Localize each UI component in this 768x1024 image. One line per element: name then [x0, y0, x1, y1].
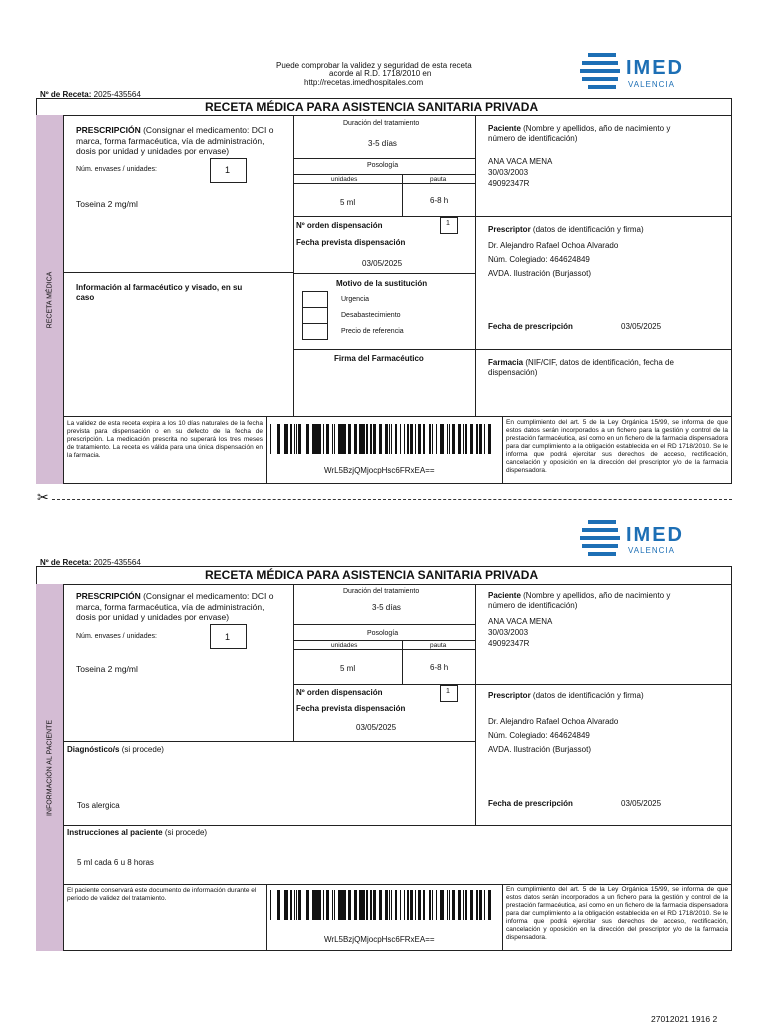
paciente-desc-b: número de identificación)	[488, 601, 578, 610]
diagnostico-block	[67, 745, 164, 755]
prescripcion-desc-a: (Consignar el medicamento: DCI o	[143, 125, 274, 135]
prescriptor-label: Prescriptor	[488, 225, 531, 234]
fecha-prescripcion-value: 03/05/2025	[621, 799, 662, 808]
medicamento: Toseina 2 mg/ml	[76, 664, 138, 674]
fecha-dispensacion-value: 03/05/2025	[356, 723, 397, 732]
barcode-text-bottom: WrL5BzjQMjocpHsc6FRxEA==	[324, 935, 435, 944]
paciente-block	[488, 124, 726, 144]
fecha-dispensacion-label: Fecha prevista dispensación	[296, 704, 406, 713]
motivo-label: Motivo de la sustitución	[336, 279, 428, 288]
pauta-value: 6-8 h	[430, 196, 449, 205]
cut-line	[52, 499, 732, 500]
paciente-desc-a: (Nombre y apellidos, año de nacimiento y	[523, 124, 671, 133]
envases-value: 1	[225, 165, 231, 175]
fecha-prescripcion-value: 03/05/2025	[621, 322, 662, 331]
prescripcion-desc-b: marca, forma farmacéutica, vía de administración,	[76, 601, 265, 612]
paciente-label: Paciente	[488, 591, 521, 600]
prescriptor-direccion: AVDA. Ilustración (Burjassot)	[488, 269, 591, 278]
prescriptor-nombre: Dr. Alejandro Rafael Ochoa Alvarado	[488, 717, 619, 726]
prescripcion-label: PRESCRIPCIÓN	[76, 125, 141, 135]
prescripcion-desc-c: dosis por unidad y unidades por envase)	[76, 146, 230, 156]
orden-label: Nº orden dispensación	[296, 221, 383, 230]
fecha-dispensacion-label: Fecha prevista dispensación	[296, 238, 406, 247]
fecha-prescripcion-label: Fecha de prescripción	[488, 799, 573, 808]
logo-name: IMED	[626, 57, 684, 79]
prescriptor-colegiado: Núm. Colegiado: 464624849	[488, 255, 590, 264]
barcode-bottom	[270, 890, 494, 920]
desabastecimiento-label: Desabastecimiento	[341, 312, 401, 319]
envases-label: Núm. envases / unidades:	[76, 633, 157, 640]
prescripcion-desc-a: (Consignar el medicamento: DCI o	[143, 591, 274, 601]
paciente-nombre: ANA VACA MENA	[488, 617, 553, 626]
prescripcion-label: PRESCRIPCIÓN	[76, 591, 141, 601]
farmacia-desc-b: dispensación)	[488, 368, 538, 377]
paciente-nacimiento: 30/03/2003	[488, 168, 529, 177]
envases-label: Núm. envases / unidades:	[76, 166, 157, 173]
side-label-paciente: INFORMACIÓN AL PACIENTE	[46, 719, 53, 816]
side-band-paciente	[36, 584, 64, 951]
instrucciones-desc: (si procede)	[164, 828, 208, 837]
verify-url[interactable]: http://recetas.imedhospitales.com	[304, 78, 424, 87]
paciente-id: 49092347R	[488, 179, 530, 188]
info-farmaceutico	[76, 283, 281, 303]
footer-code: 27012021 1916 2	[651, 1014, 718, 1024]
prescriptor-colegiado: Núm. Colegiado: 464624849	[488, 731, 590, 740]
receta-number-label: Nº de Receta:	[40, 90, 92, 99]
farmacia-label: Farmacia	[488, 358, 524, 367]
orden-value: 1	[446, 220, 450, 227]
paciente-desc-b: número de identificación)	[488, 134, 578, 143]
medicamento: Toseina 2 mg/ml	[76, 199, 138, 209]
pauta-value: 6-8 h	[430, 663, 449, 672]
diagnostico-label: Diagnóstico/s	[67, 745, 120, 754]
duracion-label: Duración del tratamiento	[343, 588, 420, 595]
prescriptor-block	[488, 225, 644, 235]
pauta-label: pauta	[430, 176, 447, 183]
conservar-text: El paciente conservará este documento de información durante el periodo de validez del tratamiento.	[67, 887, 257, 902]
precio-label: Precio de referencia	[341, 328, 404, 335]
farmacia-desc-a: (NIF/CIF, datos de identificación, fecha de	[525, 358, 674, 367]
paciente-label: Paciente	[488, 124, 521, 133]
prescriptor-nombre: Dr. Alejandro Rafael Ochoa Alvarado	[488, 241, 619, 250]
receta-number-value: 2025-435564	[93, 90, 141, 99]
scissors-icon: ✂	[37, 489, 49, 505]
posologia-label: Posología	[367, 630, 399, 637]
side-band-receta	[36, 115, 64, 484]
prescriptor-block	[488, 691, 644, 701]
duracion-value: 3-5 días	[368, 139, 397, 148]
paciente-id: 49092347R	[488, 639, 530, 648]
duracion-label: Duración del tratamiento	[343, 120, 420, 127]
orden-label: Nº orden dispensación	[296, 688, 383, 697]
validez-text: La validez de esta receta expira a los 10 días naturales de la fecha prevista para dispensación o en su defecto de la fecha de prescripción. La medicación prescrita no superará los tres meses de tratamiento. La receta es válida para una única dispensación en la farmacia.	[67, 420, 263, 459]
firma-farmaceutico-label: Firma del Farmacéutico	[334, 354, 424, 363]
barcode-text-top: WrL5BzjQMjocpHsc6FRxEA==	[324, 466, 435, 475]
info-farmaceutico-a: Información al farmacéutico y visado, en su	[76, 283, 243, 292]
paciente-desc-a: (Nombre y apellidos, año de nacimiento y	[523, 591, 671, 600]
farmacia-block	[488, 358, 726, 378]
diagnostico-value: Tos alergica	[77, 801, 120, 810]
instrucciones-value: 5 ml cada 6 u 8 horas	[77, 858, 154, 867]
urgencia-label: Urgencia	[341, 296, 370, 303]
logo-name: IMED	[626, 524, 684, 546]
prescriptor-desc: (datos de identificación y firma)	[532, 225, 644, 234]
pauta-label: pauta	[430, 642, 447, 649]
receta-number-label: Nº de Receta:	[40, 558, 92, 567]
verify-text-1: Puede comprobar la validez y seguridad de esta receta	[276, 61, 472, 70]
lopd-text-top: En cumplimiento del art. 5 de la Ley Orgánica 15/99, se informa de que estos datos serán incorporados a un fichero para la gestión y control de la prestación farmacéutica, así como en un fichero de la farmacia dispensadora para dar cumplimiento a la obligación establecida en el RD 1718/2010. Se le informa que podrá ejercitar sus derechos de acceso, rectificación, cancelación y oposición en la dirección del prescriptor y/o de la farmacia dispensadora.	[506, 419, 728, 474]
paciente-block	[488, 591, 726, 611]
paciente-nombre: ANA VACA MENA	[488, 157, 553, 166]
prescripcion-desc-b: marca, forma farmacéutica, vía de administración,	[76, 135, 265, 146]
diagnostico-desc: (si procede)	[121, 745, 164, 754]
prescripcion-desc-c: dosis por unidad y unidades por envase)	[76, 612, 230, 622]
envases-value: 1	[225, 632, 231, 642]
logo-city: VALENCIA	[628, 546, 675, 555]
receta-number-value: 2025-435564	[93, 558, 141, 567]
imed-logo-icon	[580, 53, 620, 87]
logo-city: VALENCIA	[628, 80, 675, 89]
instrucciones-block	[67, 828, 207, 838]
duracion-value: 3-5 días	[372, 603, 401, 612]
checkbox-desabastecimiento[interactable]	[302, 307, 328, 324]
prescripcion-block	[76, 591, 288, 623]
checkbox-urgencia[interactable]	[302, 291, 328, 308]
unidades-label: unidades	[331, 176, 358, 183]
paciente-nacimiento: 30/03/2003	[488, 628, 529, 637]
receta-title: RECETA MÉDICA PARA ASISTENCIA SANITARIA PRIVADA	[205, 100, 539, 114]
fecha-prescripcion-label: Fecha de prescripción	[488, 322, 573, 331]
barcode-top	[270, 424, 494, 454]
prescripcion-block	[76, 125, 288, 157]
unidades-label: unidades	[331, 642, 358, 649]
posologia-label: Posología	[367, 162, 399, 169]
lopd-text-bottom: En cumplimiento del art. 5 de la Ley Orgánica 15/99, se informa de que estos datos serán incorporados a un fichero para la gestión y control de la prestación farmacéutica, así como en un fichero de la farmacia dispensadora para dar cumplimiento a la obligación establecida en el RD 1718/2010. Se le informa que podrá ejercitar sus derechos de acceso, rectificación, cancelación y oposición en la dirección del prescriptor y/o de la farmacia dispensadora.	[506, 886, 728, 941]
prescriptor-desc: (datos de identificación y firma)	[532, 691, 644, 700]
instrucciones-label: Instrucciones al paciente	[67, 828, 163, 837]
unidades-value: 5 ml	[340, 664, 356, 673]
prescriptor-direccion: AVDA. Ilustración (Burjassot)	[488, 745, 591, 754]
unidades-value: 5 ml	[340, 198, 356, 207]
orden-value: 1	[446, 688, 450, 695]
imed-logo-icon	[580, 520, 620, 554]
info-farmaceutico-b: caso	[76, 293, 95, 302]
prescriptor-label: Prescriptor	[488, 691, 531, 700]
verify-text-2: acorde al R.D. 1718/2010 en	[329, 69, 432, 78]
side-label-receta: RECETA MÉDICA	[46, 271, 53, 328]
fecha-dispensacion-value: 03/05/2025	[362, 259, 403, 268]
checkbox-precio[interactable]	[302, 323, 328, 340]
receta-title: RECETA MÉDICA PARA ASISTENCIA SANITARIA PRIVADA	[205, 568, 539, 582]
